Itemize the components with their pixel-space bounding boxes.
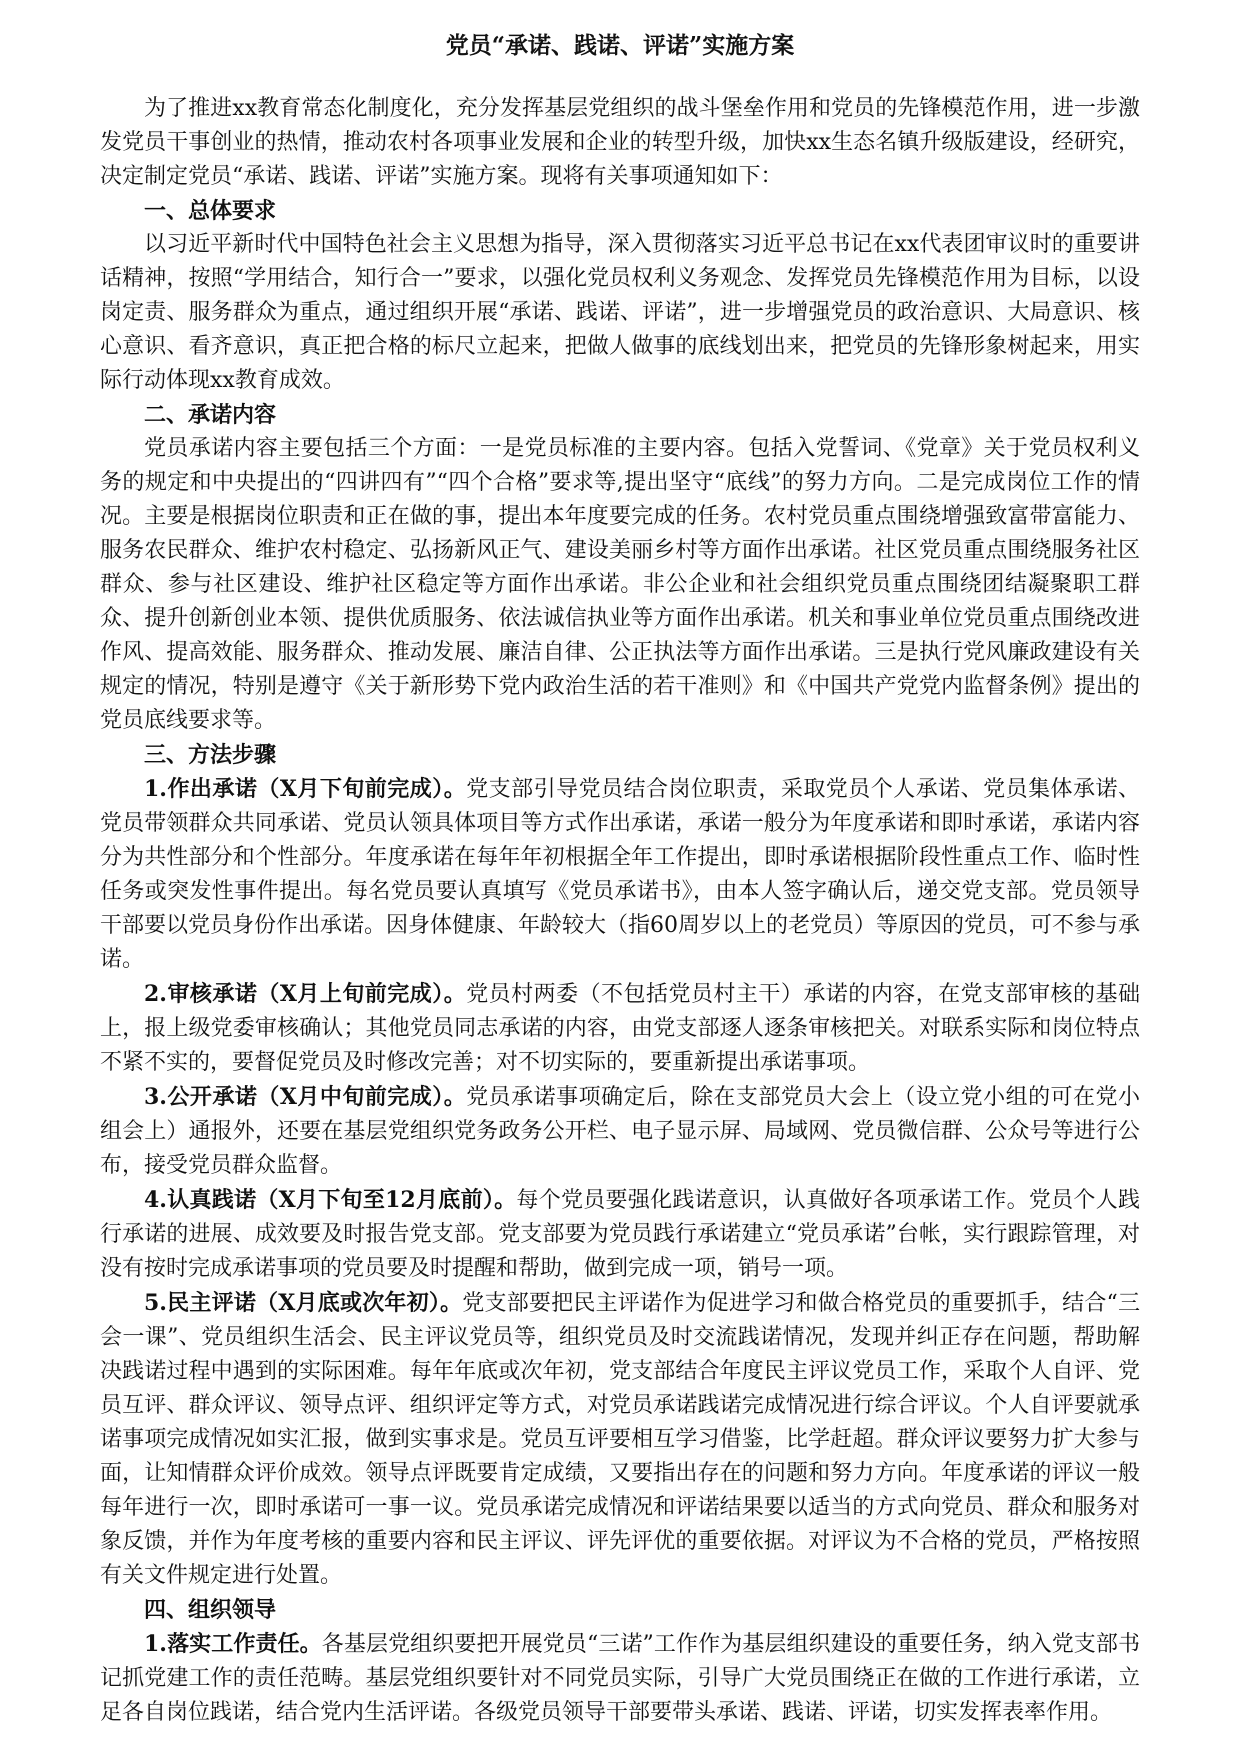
paragraph-text: 每个党员要强化践诺意识，认真做好各项承诺工作。党员个人践行承诺的进展、成效要及时报告党支部。党支部要为党员践行承诺建立“党员承诺”台帐，实行跟踪管理，对没有按时完成承诺事项的党员要及时提醒和帮助，做到完成一项，销号一项。 [100,1188,1140,1281]
section-heading: 二、承诺内容 [144,402,277,428]
paragraph-text: 党支部引导党员结合岗位职责，采取党员个人承诺、党员集体承诺、党员带领群众共同承诺、党员认领具体项目等方式作出承诺，承诺一般分为年度承诺和即时承诺，承诺内容分为共性部分和个性部分。年度承诺在每年年初根据全年工作提出，即时承诺根据阶段性重点工作、临时性任务或突发性事件提出。每名党员要认真填写《党员承诺书》，由本人签字确认后，递交党支部。党员领导干部要以党员身份作出承诺。因身体健康、年龄较大（指60周岁以上的老党员）等原因的党员，可不参与承诺。 [100,777,1140,972]
document-body [100,194,1140,1730]
section-paragraph [100,772,1140,977]
intro-paragraph: 为了推进xx教育常态化制度化，充分发挥基层党组织的战斗堡垒作用和党员的先锋模范作用，进一步激发党员干事创业的热情，推动农村各项事业发展和企业的转型升级，加快xx生态名镇升级版建设，经研究，决定制定党员“承诺、践诺、评诺”实施方案。现将有关事项通知如下： [100,96,1140,189]
paragraph-lead: 5.民主评诺（X月底或次年初）。 [144,1290,463,1316]
section-paragraph [100,1183,1140,1286]
section-heading: 三、方法步骤 [144,742,277,768]
section-heading: 四、组织领导 [144,1597,277,1623]
section-paragraph [100,1627,1140,1730]
section-paragraph [100,228,1140,398]
paragraph-lead: 1.作出承诺（X月下旬前完成）。 [144,776,467,802]
section-paragraph [100,432,1140,738]
paragraph-text: 党员承诺内容主要包括三个方面：一是党员标准的主要内容。包括入党誓词、《党章》关于党员权利义务的规定和中央提出的“四讲四有”“四个合格”要求等,提出坚守“底线”的努力方向。二是完成岗位工作的情况。主要是根据岗位职责和正在做的事，提出本年度要完成的任务。农村党员重点围绕增强致富带富能力、服务农民群众、维护农村稳定、弘扬新风正气、建设美丽乡村等方面作出承诺。社区党员重点围绕服务社区群众、参与社区建设、维护社区稳定等方面作出承诺。非公企业和社会组织党员重点围绕团结凝聚职工群众、提升创新创业本领、提供优质服务、依法诚信执业等方面作出承诺。机关和事业单位党员重点围绕改进作风、提高效能、服务群众、推动发展、廉洁自律、公正执法等方面作出承诺。三是执行党风廉政建设有关规定的情况，特别是遵守《关于新形势下党内政治生活的若干准则》和《中国共产党党内监督条例》提出的党员底线要求等。 [100,436,1140,733]
paragraph-text: 党员承诺事项确定后，除在支部党员大会上（设立党小组的可在党小组会上）通报外，还要在基层党组织党务政务公开栏、电子显示屏、局域网、党员微信群、公众号等进行公布，接受党员群众监督。 [100,1085,1140,1178]
paragraph-lead: 3.公开承诺（X月中旬前完成）。 [144,1084,467,1110]
section-paragraph [100,977,1140,1080]
paragraph-lead: 1.落实工作责任。 [144,1631,322,1657]
paragraph-text: 党员村两委（不包括党员村主干）承诺的内容，在党支部审核的基础上，报上级党委审核确认；其他党员同志承诺的内容，由党支部逐人逐条审核把关。对联系实际和岗位特点不紧不实的，要督促党员及时修改完善；对不切实际的，要重新提出承诺事项。 [100,982,1140,1075]
paragraph-lead: 2.审核承诺（X月上旬前完成）。 [144,981,467,1007]
section-paragraph [100,1286,1140,1593]
section-heading: 一、总体要求 [144,198,277,224]
paragraph-text: 以习近平新时代中国特色社会主义思想为指导，深入贯彻落实习近平总书记在xx代表团审议时的重要讲话精神，按照“学用结合，知行合一”要求，以强化党员权利义务观念、发挥党员先锋模范作用为目标，以设岗定责、服务群众为重点，通过组织开展“承诺、践诺、评诺”，进一步增强党员的政治意识、大局意识、核心意识、看齐意识，真正把合格的标尺立起来，把做人做事的底线划出来，把党员的先锋形象树起来，用实际行动体现xx教育成效。 [100,232,1140,393]
paragraph-lead: 4.认真践诺（X月下旬至12月底前）。 [144,1187,517,1213]
paragraph-text: 各基层党组织要把开展党员“三诺”工作作为基层组织建设的重要任务，纳入党支部书记抓党建工作的责任范畴。基层党组织要针对不同党员实际，引导广大党员围绕正在做的工作进行承诺，立足各自岗位践诺，结合党内生活评诺。各级党员领导干部要带头承诺、践诺、评诺，切实发挥表率作用。 [100,1632,1141,1725]
section-paragraph [100,1080,1140,1183]
paragraph-text: 党支部要把民主评诺作为促进学习和做合格党员的重要抓手，结合“三会一课”、党员组织生活会、民主评议党员等，组织党员及时交流践诺情况，发现并纠正存在问题，帮助解决践诺过程中遇到的实际困难。每年年底或次年初，党支部结合年度民主评议党员工作，采取个人自评、党员互评、群众评议、领导点评、组织评定等方式，对党员承诺践诺完成情况进行综合评议。个人自评要就承诺事项完成情况如实汇报，做到实事求是。党员互评要相互学习借鉴，比学赶超。群众评议要努力扩大参与面，让知情群众评价成效。领导点评既要肯定成绩，又要指出存在的问题和努力方向。年度承诺的评议一般每年进行一次，即时承诺可一事一议。党员承诺完成情况和评诺结果要以适当的方式向党员、群众和服务对象反馈，并作为年度考核的重要内容和民主评议、评先评优的重要依据。对评议为不合格的党员，严格按照有关文件规定进行处置。 [100,1291,1140,1588]
document-title: 党员“承诺、践诺、评诺”实施方案 [445,32,795,59]
